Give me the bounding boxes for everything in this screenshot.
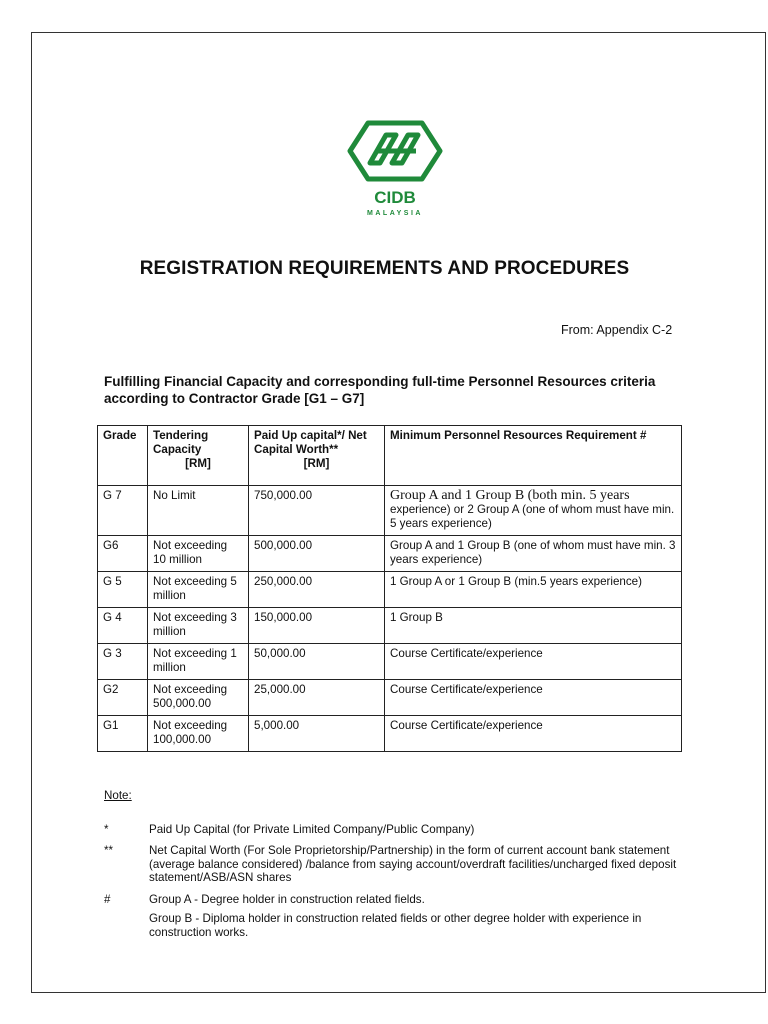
note-item (104, 823, 684, 837)
cell-grade: G 3 (98, 644, 148, 680)
cell-grade: G 4 (98, 608, 148, 644)
cell-paid-up: 750,000.00 (249, 486, 385, 536)
cell-personnel: Course Certificate/experience (385, 644, 682, 680)
header-paid-up-capital (249, 426, 385, 486)
cell-personnel-part-a: Group A and 1 Group B (both min. 5 years (390, 488, 630, 503)
table-header-row (98, 426, 682, 486)
note-text: Paid Up Capital (for Private Limited Company/Public Company) (149, 822, 475, 836)
cell-capacity: Not exceeding 500,000.00 (148, 680, 249, 716)
cell-paid-up: 250,000.00 (249, 572, 385, 608)
note-text: Group A - Degree holder in construction related fields. (149, 892, 425, 906)
cell-grade: G6 (98, 536, 148, 572)
note-marker: ** (104, 844, 114, 857)
header-capacity-unit: [RM] (185, 457, 211, 470)
cell-paid-up: 500,000.00 (249, 536, 385, 572)
table-row (98, 572, 682, 608)
cell-personnel: 1 Group A or 1 Group B (min.5 years experience) (385, 572, 682, 608)
note-item (104, 912, 684, 939)
table-row (98, 680, 682, 716)
header-paid-label: Paid Up capital*/ Net Capital Worth** (254, 429, 367, 456)
cidb-logo (340, 101, 450, 226)
header-capacity-label: Tendering Capacity (153, 429, 209, 456)
cell-grade: G 5 (98, 572, 148, 608)
cell-capacity: Not exceeding 100,000.00 (148, 716, 249, 752)
note-marker (104, 912, 149, 939)
document-page (31, 32, 766, 993)
table-row (98, 608, 682, 644)
header-grade: Grade (98, 426, 148, 486)
table-caption: Fulfilling Financial Capacity and corresponding full-time Personnel Resources criteria according to Contractor Grade [G1 – G7] (104, 374, 656, 406)
logo-text: CIDB (374, 188, 416, 207)
cell-capacity: Not exceeding 3 million (148, 608, 249, 644)
cell-personnel: Course Certificate/experience (385, 716, 682, 752)
header-paid-unit: [RM] (303, 457, 330, 470)
cell-capacity: No Limit (148, 486, 249, 536)
cell-grade: G2 (98, 680, 148, 716)
note-item (104, 844, 684, 885)
note-item (104, 893, 684, 907)
cell-capacity: Not exceeding 10 million (148, 536, 249, 572)
cell-paid-up: 5,000.00 (249, 716, 385, 752)
cell-personnel (385, 486, 682, 536)
cell-personnel: Course Certificate/experience (385, 680, 682, 716)
cell-paid-up: 150,000.00 (249, 608, 385, 644)
note-text: Group B - Diploma holder in construction related fields or other degree holder with experience in construction works. (149, 912, 642, 939)
document-title: REGISTRATION REQUIREMENTS AND PROCEDURES (139, 258, 630, 279)
cell-paid-up: 50,000.00 (249, 644, 385, 680)
cell-paid-up: 25,000.00 (249, 680, 385, 716)
note-marker: * (104, 822, 109, 836)
cell-capacity: Not exceeding 5 million (148, 572, 249, 608)
logo-subtext: MALAYSIA (367, 210, 423, 217)
cell-grade: G1 (98, 716, 148, 752)
table-row (98, 536, 682, 572)
appendix-reference: From: Appendix C-2 (561, 323, 673, 337)
table-row (98, 716, 682, 752)
notes-heading: Note: (104, 789, 132, 802)
cell-personnel-part-b: experience) or 2 Group A (one of whom must have min. 5 years experience) (390, 503, 675, 530)
grade-requirements-table (97, 425, 682, 752)
notes-section (104, 789, 684, 947)
cell-capacity: Not exceeding 1 million (148, 644, 249, 680)
table-row (98, 486, 682, 536)
header-tendering-capacity (148, 426, 249, 486)
header-personnel-requirement: Minimum Personnel Resources Requirement # (385, 426, 682, 486)
note-text: Net Capital Worth (For Sole Proprietorship/Partnership) in the form of current account bank statement (average balance considered) /balance from saying account/overdraft facilities/uncharged fixed deposit statement/ASB/ASN shares (149, 844, 677, 884)
cell-personnel: Group A and 1 Group B (one of whom must have min. 3 years experience) (385, 536, 682, 572)
table-row (98, 644, 682, 680)
cell-personnel: 1 Group B (385, 608, 682, 644)
note-marker: # (104, 892, 111, 906)
cell-grade: G 7 (98, 486, 148, 536)
